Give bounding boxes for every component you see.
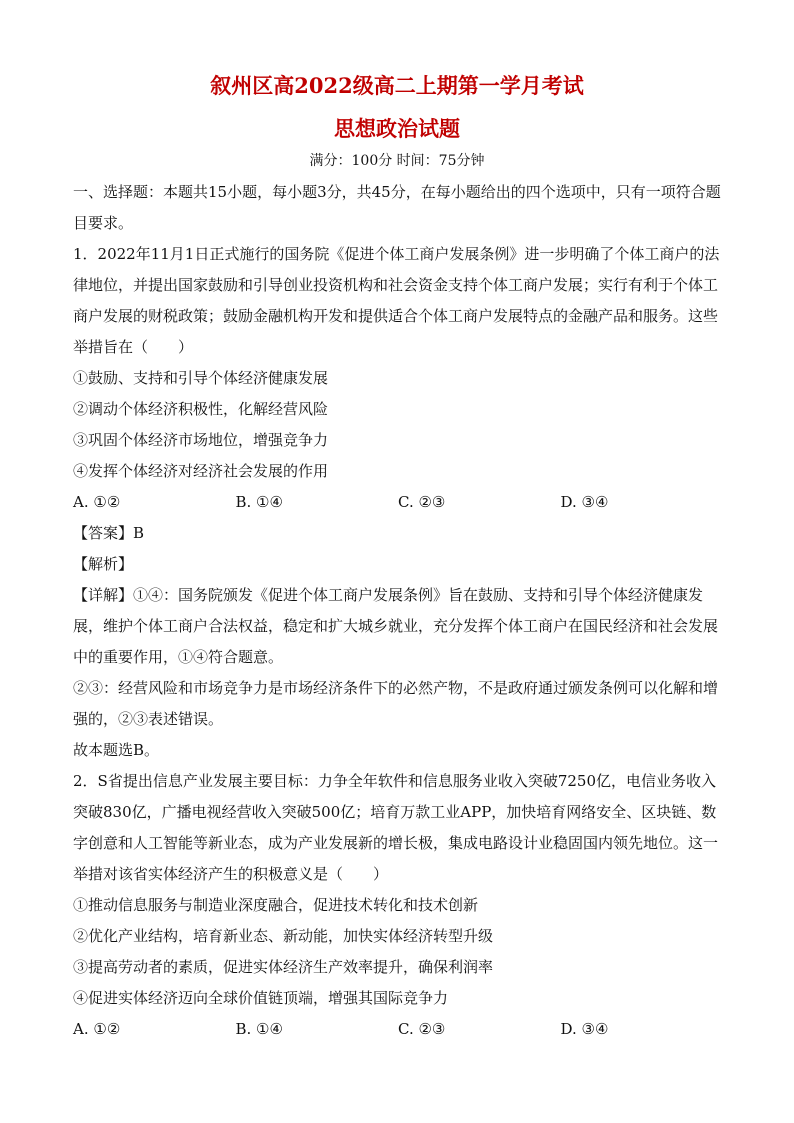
q2-option-a: A. ①②: [73, 1020, 121, 1038]
q2-statement-3: ③提高劳动者的素质，促进实体经济生产效率提升，确保利润率: [73, 958, 494, 976]
q2-option-b: B. ①④: [235, 1020, 283, 1038]
q1-options: [73, 487, 723, 518]
q1-option-c: C. ②③: [398, 493, 446, 511]
q1-option-b: B. ①④: [235, 493, 283, 511]
exam-content: [73, 177, 723, 1045]
exam-title: 叙州区高2022级高二上期第一学月考试: [210, 73, 584, 98]
q2-statement-2: ②优化产业结构，培育新业态、新动能，加快实体经济转型升级: [73, 927, 494, 945]
q2-option-c: C. ②③: [398, 1020, 446, 1038]
q1-option-d: D. ③④: [560, 493, 609, 511]
q2-statement-4: ④促进实体经济迈向全球价值链顶端，增强其国际竞争力: [73, 989, 449, 1007]
q1-answer: 【答案】B: [73, 524, 145, 542]
q1-stem: 1．2022年11月1日正式施行的国务院《促进个体工商户发展条例》进一步明确了个体工商户的法律地位，并提出国家鼓励和引导创业投资机构和社会资金支持个体工商户发展；实行有利于个体工商户发展的财税政策；鼓励金融机构开发和提供适合个体工商户发展特点的金融产品和服务。这些举措旨在（ ）: [73, 245, 720, 356]
q1-option-a: A. ①②: [73, 493, 121, 511]
q2-options: [73, 1014, 723, 1045]
q1-detail-2: ②③：经营风险和市场竞争力是市场经济条件下的必然产物，不是政府通过颁发条例可以化解和增强的，②③表述错误。: [73, 679, 719, 728]
q1-conclusion: 故本题选B。: [73, 741, 160, 759]
q1-analysis-label: 【解析】: [73, 555, 134, 573]
q1-statement-4: ④发挥个体经济对经济社会发展的作用: [73, 462, 329, 480]
q1-statement-2: ②调动个体经济积极性，化解经营风险: [73, 400, 329, 418]
q2-option-d: D. ③④: [560, 1020, 609, 1038]
q2-stem: 2．S省提出信息产业发展主要目标：力争全年软件和信息服务业收入突破7250亿，电信业务收入突破830亿，广播电视经营收入突破500亿；培育万款工业APP，加快培育网络安全、区块链、数字创意和人工智能等新业态，成为产业发展新的增长极，集成电路设计业稳固国内领先地位。这一举措对该省实体经济产生的积极意义是（ ）: [73, 772, 719, 883]
q1-detail-1: 【详解】①④：国务院颁发《促进个体工商户发展条例》旨在鼓励、支持和引导个体经济健康发展，维护个体工商户合法权益，稳定和扩大城乡就业，充分发挥个体工商户在国民经济和社会发展中的重要作用，①④符合题意。: [73, 586, 719, 666]
section-instructions: 一、选择题：本题共15小题，每小题3分，共45分，在每小题给出的四个选项中，只有一项符合题目要求。: [73, 183, 721, 232]
q1-statement-3: ③巩固个体经济市场地位，增强竞争力: [73, 431, 329, 449]
exam-subtitle: 思想政治试题: [334, 116, 460, 141]
q1-statement-1: ①鼓励、支持和引导个体经济健康发展: [73, 369, 329, 387]
q2-statement-1: ①推动信息服务与制造业深度融合，促进技术转化和技术创新: [73, 896, 479, 914]
exam-meta: 满分：100分 时间：75分钟: [309, 153, 485, 169]
